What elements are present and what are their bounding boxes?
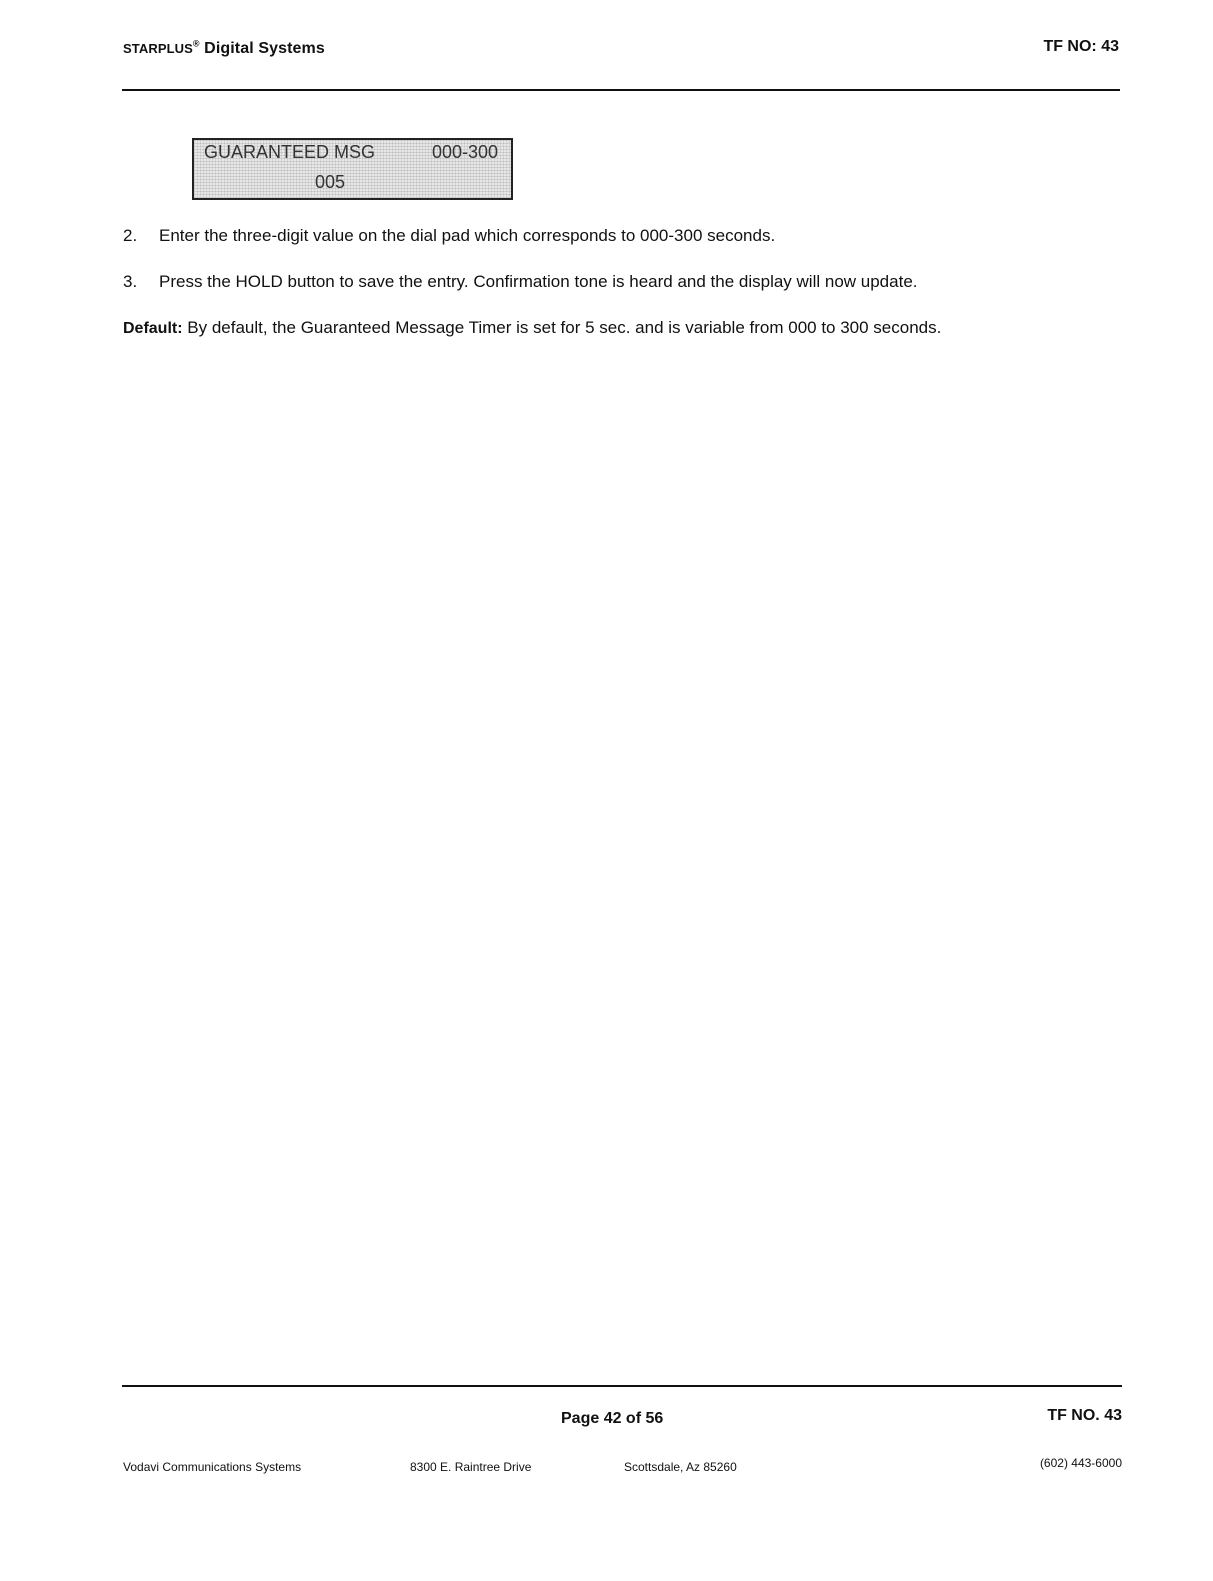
header-brand-suffix: Digital Systems bbox=[199, 40, 325, 57]
lcd-value: 005 bbox=[315, 172, 346, 192]
default-note bbox=[123, 318, 941, 338]
registered-mark: ® bbox=[192, 38, 200, 49]
footer-company: Vodavi Communications Systems bbox=[123, 1460, 302, 1474]
step-2 bbox=[123, 226, 775, 246]
footer-doc-id: TF NO. 43 bbox=[1047, 1407, 1122, 1424]
step-number: 2. bbox=[123, 226, 138, 245]
footer-phone: (602) 443-6000 bbox=[1039, 1456, 1122, 1470]
lcd-display bbox=[192, 138, 513, 200]
header-brand bbox=[123, 40, 325, 58]
step-text: Press the HOLD button to save the entry. Confirmation tone is heard and the display will now update. bbox=[159, 272, 918, 291]
header-divider bbox=[122, 89, 1120, 91]
footer-divider bbox=[122, 1385, 1122, 1387]
step-number: 3. bbox=[123, 272, 138, 291]
page-number: Page 42 of 56 bbox=[561, 1410, 664, 1427]
footer-city: Scottsdale, Az 85260 bbox=[624, 1460, 737, 1474]
lcd-range: 000-300 bbox=[432, 142, 499, 162]
step-text: Enter the three-digit value on the dial pad which corresponds to 000-300 seconds. bbox=[159, 226, 776, 245]
default-text: By default, the Guaranteed Message Timer is set for 5 sec. and is variable from 000 to 300 seconds. bbox=[182, 318, 942, 337]
header-doc-id: TF NO: 43 bbox=[1043, 38, 1119, 55]
header-brand-name: STARPLUS bbox=[123, 41, 193, 56]
step-3 bbox=[123, 272, 918, 292]
footer-street: 8300 E. Raintree Drive bbox=[410, 1460, 532, 1474]
default-label: Default: bbox=[123, 320, 183, 337]
lcd-title: GUARANTEED MSG bbox=[204, 142, 376, 162]
